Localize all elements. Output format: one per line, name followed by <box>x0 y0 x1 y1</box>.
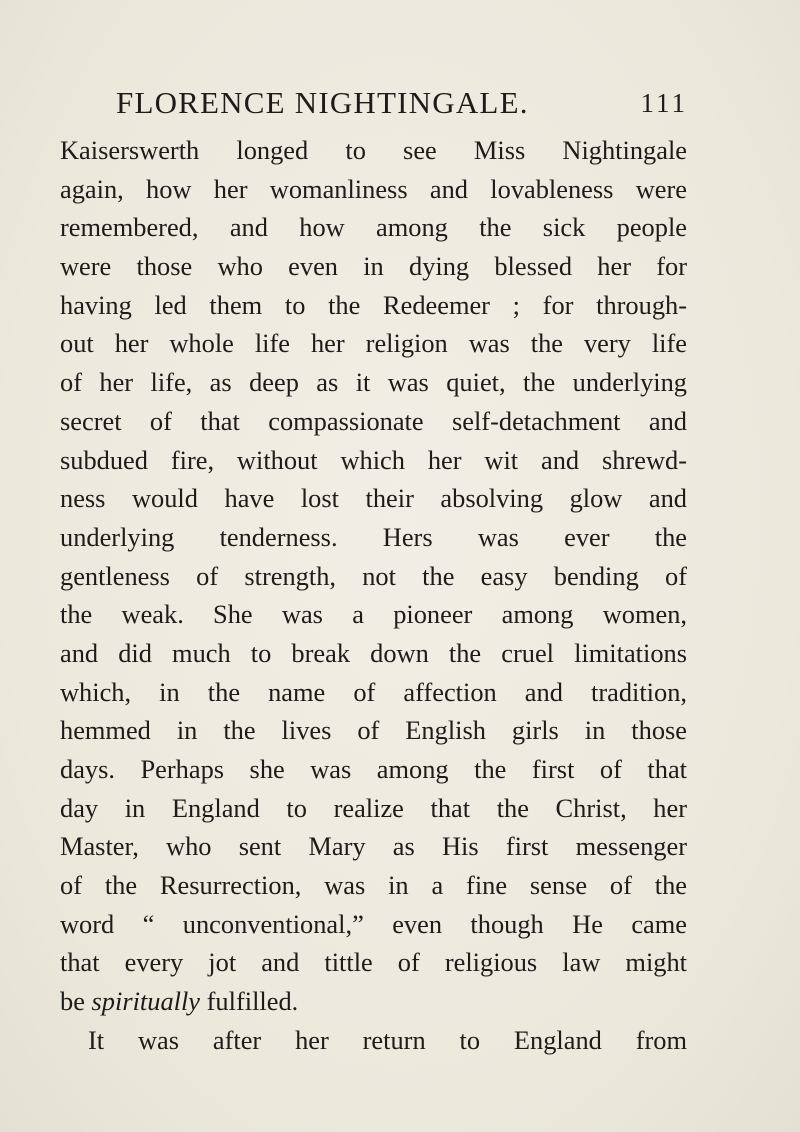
text-line: subdued fire, without which her wit and shrewd- <box>60 444 687 475</box>
text-line: again, how her womanliness and lovableness were <box>60 173 687 204</box>
text-line: Kaiserswerth longed to see Miss Nightingale <box>60 135 687 165</box>
text-line: having led them to the Redeemer ; for through- <box>60 289 687 320</box>
text-line: Master, who sent Mary as His first messenger <box>60 831 687 862</box>
paragraph-end-line <box>60 982 687 1021</box>
text-line: secret of that compassionate self-detachment and <box>60 405 687 436</box>
text-line: were those who even in dying blessed her for <box>60 251 687 282</box>
text-segment: be <box>60 986 92 1017</box>
running-title: FLORENCE NIGHTINGALE. <box>116 85 529 120</box>
text-line: underlying tenderness. Hers was ever the <box>60 521 687 552</box>
text-line: out her whole life her religion was the very life <box>60 328 687 359</box>
text-line: the weak. She was a pioneer among women, <box>60 599 687 630</box>
italic-emphasis: spiritually <box>91 986 201 1017</box>
text-line: remembered, and how among the sick people <box>60 212 687 243</box>
text-line: days. Perhaps she was among the first of that <box>60 754 687 784</box>
text-line: day in England to realize that the Christ, her <box>60 792 687 823</box>
text-line: which, in the name of affection and tradition, <box>60 676 687 707</box>
page-number: 111 <box>640 88 688 118</box>
text-segment: fulfilled. <box>200 986 299 1017</box>
text-line: that every jot and tittle of religious law might <box>60 947 687 978</box>
text-line: of her life, as deep as it was quiet, the underlying <box>60 367 687 398</box>
paragraph-start-line: It was after her return to England from <box>88 1024 687 1055</box>
text-line: hemmed in the lives of English girls in those <box>60 715 687 746</box>
text-line: gentleness of strength, not the easy bending of <box>60 560 687 591</box>
text-line: word “ unconventional,” even though He came <box>60 908 687 939</box>
text-line: and did much to break down the cruel limitations <box>60 637 687 668</box>
running-head <box>116 83 688 123</box>
text-line: of the Resurrection, was in a fine sense of the <box>60 870 687 901</box>
body-text <box>60 131 687 1060</box>
text-line: ness would have lost their absolving glow and <box>60 483 687 514</box>
